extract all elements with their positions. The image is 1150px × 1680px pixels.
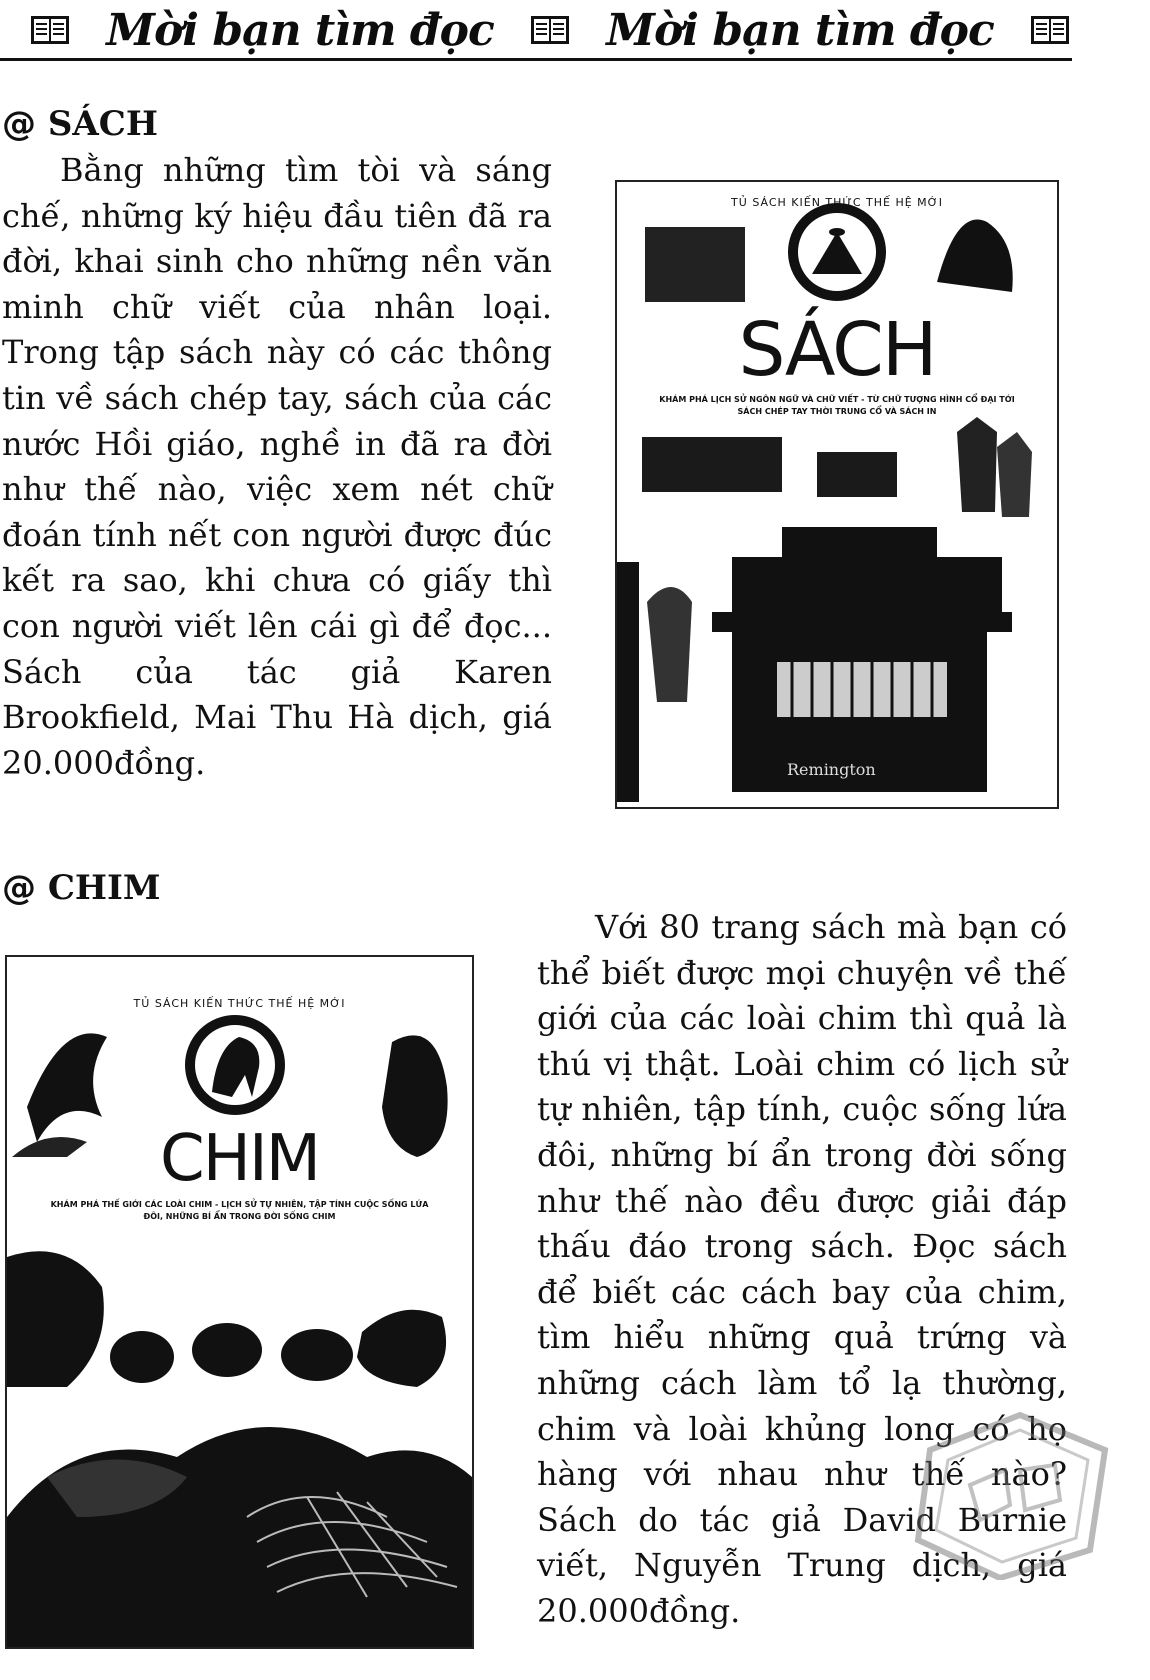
- cover-series: TỦ SÁCH KIẾN THỨC THẾ HỆ MỚI: [731, 196, 943, 209]
- header-title-1: Mời bạn tìm đọc: [106, 4, 494, 56]
- cover-title: SÁCH: [738, 307, 936, 393]
- open-book-icon: [30, 13, 70, 47]
- article-body-chim: Với 80 trang sách mà bạn có thể biết được mọi chuyện về thế giới của các loài chim thì quả là thú vị thật. Loài chim có lịch sử tự nhiên, tập tính, cuộc sống lứa đôi, những bí ẩn trong đời sống như thế nào đều được giải đáp thấu đáo trong sách. Đọc sách để biết các cách bay của chim, tìm hiểu những quả trứng và những cách làm tổ lạ thường, chim và loài khủng long có họ hàng với nhau như thế nào? Sách do tác giả David Burnie viết, Nguyễn Trung dịch, giá 20.000đồng.: [537, 908, 1067, 1630]
- truyen-stamp-icon: [910, 1410, 1110, 1580]
- section-title-text: SÁCH: [47, 104, 158, 144]
- open-book-icon: [530, 13, 570, 47]
- header-title-2: Mời bạn tìm đọc: [606, 4, 994, 56]
- cover-title: CHIM: [160, 1122, 319, 1196]
- cover-illustration: [7, 957, 472, 1647]
- section-prefix: @: [2, 104, 36, 144]
- section-title-chim: [2, 868, 161, 908]
- cover-series: TỦ SÁCH KIẾN THỨC THẾ HỆ MỚI: [133, 997, 346, 1010]
- header-rule: [0, 58, 1072, 61]
- section-title-text: CHIM: [47, 868, 161, 908]
- section-prefix: @: [2, 868, 36, 908]
- page-header: [30, 2, 1070, 58]
- cover-illustration: [617, 182, 1057, 807]
- cover-subtitle: KHÁM PHÁ THẾ GIỚI CÁC LOÀI CHIM - LỊCH SỬ TỰ NHIÊN, TẬP TÍNH CUỘC SỐNG LỨA ĐÔI, NHỮNG BÍ ẨN TRONG ĐỜI SỐNG CHIM: [50, 1200, 429, 1221]
- section-title-sach: [2, 104, 158, 144]
- cover-subtitle: KHÁM PHÁ LỊCH SỬ NGÔN NGỮ VÀ CHỮ VIẾT - TỪ CHỮ TƯỢNG HÌNH CỔ ĐẠI TỚI SÁCH CHÉP TAY THỜI TRUNG CỔ VÀ SÁCH IN: [659, 395, 1015, 416]
- book-cover-chim: [5, 955, 474, 1649]
- book-cover-sach: [615, 180, 1059, 809]
- article-body-sach: Bằng những tìm tòi và sáng chế, những ký hiệu đầu tiên đã ra đời, khai sinh cho những nền văn minh chữ viết của nhân loại. Trong tập sách này có các thông tin về sách chép tay, sách của các nước Hồi giáo, nghề in đã ra đời như thế nào, việc xem nét chữ đoán tính nết con người được đúc kết ra sao, khi chưa có giấy thì con người viết lên cái gì để đọc... Sách của tác giả Karen Brookfield, Mai Thu Hà dịch, giá 20.000đồng.: [2, 151, 552, 782]
- open-book-icon: [1030, 13, 1070, 47]
- cover-brand: Remington: [787, 760, 876, 779]
